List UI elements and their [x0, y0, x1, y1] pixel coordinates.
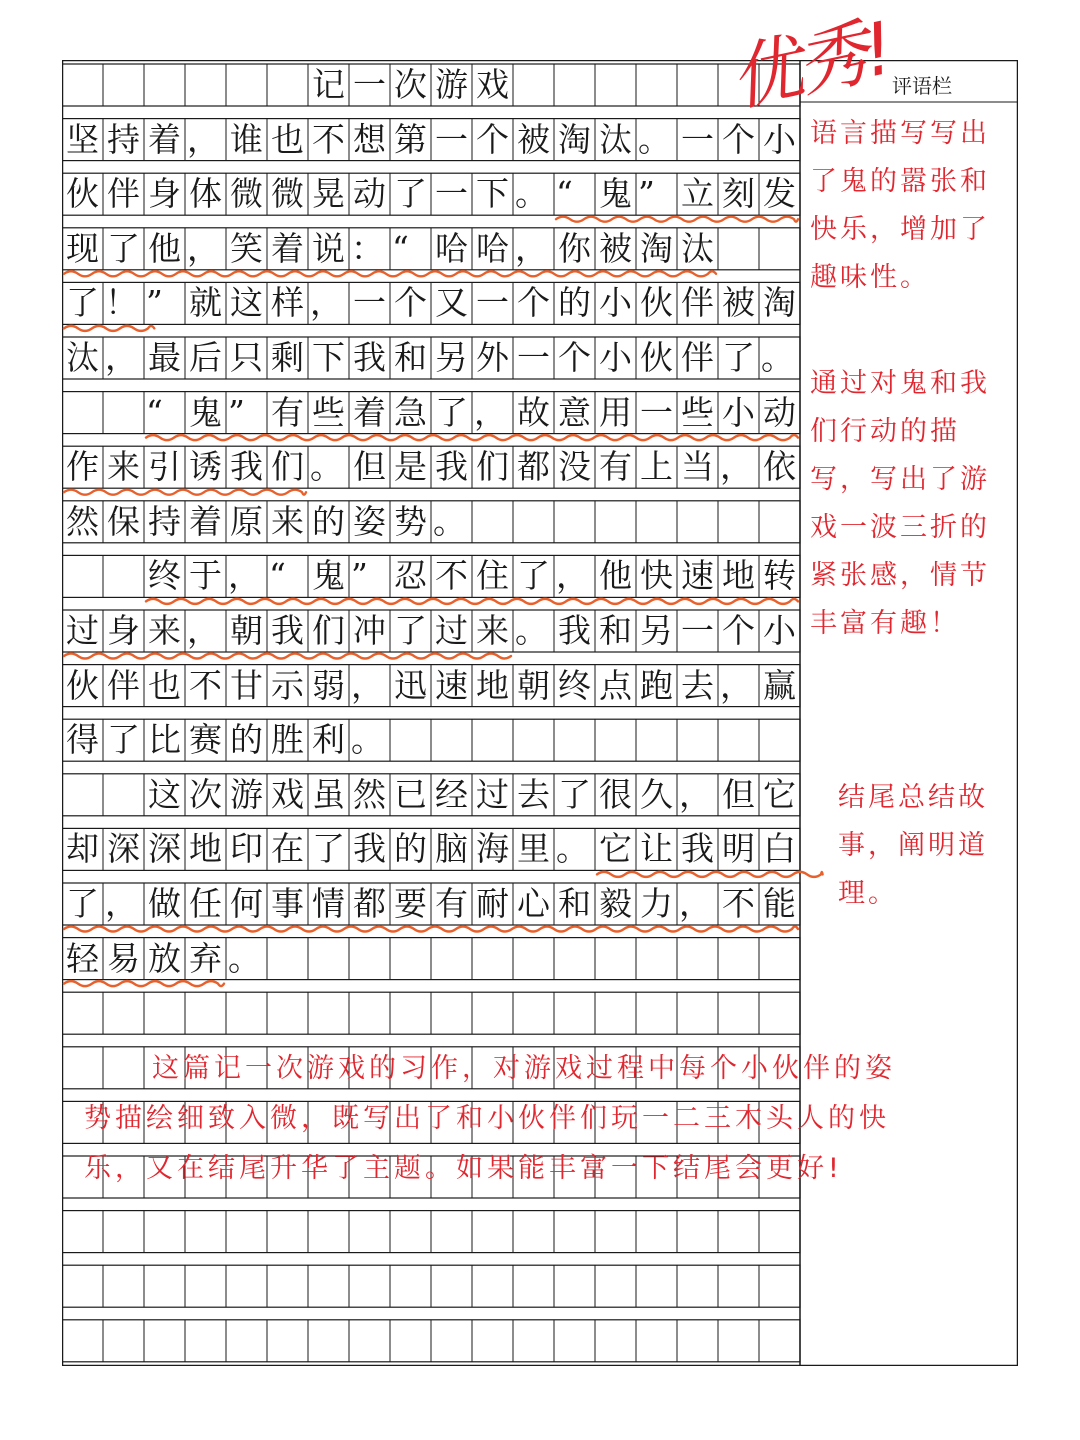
essay-char: 小 [763, 611, 796, 650]
essay-char: 记 [312, 65, 345, 104]
essay-char: 来 [271, 501, 304, 541]
essay-char: 不 [722, 884, 755, 923]
essay-char: 鬼 [189, 392, 222, 432]
essay-char: 然 [353, 774, 386, 814]
essay-char: 作 [66, 447, 99, 487]
essay-char: 做 [148, 884, 181, 923]
essay-char: 也 [271, 119, 304, 159]
essay-char: 个 [394, 283, 427, 323]
essay-char: 也 [148, 665, 181, 705]
essay-char: 鬼 [599, 174, 632, 214]
essay-char: 诱 [189, 447, 222, 487]
essay-char: ， [720, 447, 753, 487]
essay-char: 明 [722, 829, 755, 869]
essay-char: 剩 [271, 338, 304, 377]
essay-char: 个 [722, 611, 755, 650]
essay-char: ， [187, 611, 220, 650]
essay-char: 被 [517, 119, 550, 159]
essay-char: ， [679, 774, 712, 814]
essay-char: 不 [189, 665, 222, 705]
essay-char: 一 [517, 338, 550, 377]
essay-char: 来 [476, 611, 509, 650]
essay-char: 伙 [640, 283, 673, 323]
essay-char: 样 [271, 283, 304, 323]
essay-char: 哈 [476, 228, 509, 268]
essay-char: 用 [599, 392, 632, 432]
essay-char: 是 [394, 447, 427, 487]
essay-char: 他 [148, 228, 181, 268]
essay-char: 里 [517, 829, 550, 869]
essay-char: ， [228, 556, 261, 596]
essay-char: ， [515, 228, 548, 268]
essay-char: 持 [148, 501, 181, 541]
essay-char: 发 [763, 174, 796, 214]
essay-char: 外 [476, 338, 509, 377]
essay-char: 这 [148, 774, 181, 814]
essay-char: 们 [271, 447, 304, 487]
essay-char: 谁 [230, 119, 263, 159]
essay-char: 何 [230, 884, 263, 923]
essay-char: 汰 [681, 228, 714, 268]
essay-char: 第 [394, 119, 427, 159]
essay-char: 了 [394, 611, 427, 650]
essay-char: 终 [148, 556, 181, 596]
essay-char: 轻 [66, 938, 99, 978]
essay-char: 了 [722, 338, 755, 377]
essay-char: 地 [189, 829, 222, 869]
essay-char: 的 [394, 829, 427, 869]
essay-char: 比 [148, 720, 181, 760]
essay-char: 伴 [107, 174, 140, 214]
essay-char: 急 [394, 392, 427, 432]
essay-char: 但 [353, 447, 386, 487]
essay-char: 次 [189, 774, 222, 814]
essay-char: 我 [681, 829, 714, 869]
essay-char: 弱 [312, 665, 345, 705]
essay-char: 朝 [517, 665, 550, 705]
essay-char: 任 [189, 884, 222, 923]
essay-char: 着 [271, 228, 304, 268]
essay-char: ， [474, 392, 507, 432]
essay-char: 戏 [271, 774, 304, 814]
essay-char: 速 [435, 665, 468, 705]
essay-char: 快 [640, 556, 673, 596]
essay-char: 过 [66, 611, 99, 650]
essay-char: 。 [310, 447, 343, 487]
essay-char: 去 [517, 774, 550, 814]
essay-char: 了 [435, 392, 468, 432]
essay-char: ， [105, 338, 138, 377]
essay-char: 它 [599, 829, 632, 869]
essay-char: 。 [433, 501, 466, 541]
essay-char: 体 [189, 174, 222, 214]
essay-char: 了 [66, 283, 99, 323]
essay-char: 坚 [66, 119, 99, 159]
essay-char: 了 [558, 774, 591, 814]
grid-row [62, 1211, 800, 1253]
side-comment-2: 通过对鬼和我们行动的描写，写出了游戏一波三折的紧张感，情节丰富有趣！ [810, 368, 990, 639]
essay-char: 能 [763, 884, 796, 923]
essay-char: 力 [640, 884, 673, 923]
essay-char: 们 [476, 447, 509, 487]
essay-char: ， [187, 119, 220, 159]
grade-mark: 优秀! [722, 6, 898, 122]
essay-char: 。 [556, 829, 589, 869]
essay-char: 就 [189, 283, 222, 323]
essay-char: 着 [189, 501, 222, 541]
essay-char: 伙 [66, 665, 99, 705]
essay-char: 我 [271, 611, 304, 650]
essay-char: 原 [230, 501, 263, 541]
grid-row [62, 992, 800, 1034]
essay-char: 一 [681, 611, 714, 650]
essay-char: 身 [107, 611, 140, 650]
essay-char: “ [392, 228, 409, 268]
essay-char: 持 [107, 119, 140, 159]
essay-char: 了 [66, 884, 99, 923]
essay-char: 虽 [312, 774, 345, 814]
essay-char: 当 [681, 447, 714, 487]
essay-char: 。 [515, 611, 548, 650]
essay-char: 得 [66, 720, 99, 760]
essay-char: 情 [312, 884, 345, 923]
essay-char: 来 [148, 611, 181, 650]
essay-char: ” [638, 174, 655, 214]
essay-char: 放 [148, 938, 181, 978]
essay-char: 我 [558, 611, 591, 650]
essay-char: 已 [394, 774, 427, 814]
essay-char: 经 [435, 774, 468, 814]
essay-char: 却 [66, 829, 99, 869]
essay-char: 我 [230, 447, 263, 487]
essay-char: 个 [517, 283, 550, 323]
essay-char: 久 [640, 774, 673, 814]
essay-char: 但 [722, 774, 755, 814]
essay-char: 下 [312, 338, 345, 377]
essay-char: 。 [761, 338, 794, 377]
essay-char: 后 [189, 338, 222, 377]
side-comment-1: 语言描写写出了鬼的嚣张和快乐，增加了趣味性。 [810, 118, 990, 293]
essay-char: 要 [394, 884, 427, 923]
final-comment-line-1: 这篇记一次游戏的习作，对游戏过程中每个小伙伴的姿 [152, 1053, 896, 1084]
essay-char: 。 [515, 174, 548, 214]
essay-char: 笑 [230, 228, 263, 268]
essay-char: 个 [476, 119, 509, 159]
essay-char: ， [720, 665, 753, 705]
essay-char: 让 [640, 829, 673, 869]
essay-char: 。 [228, 938, 261, 978]
essay-char: 伴 [107, 665, 140, 705]
essay-char: 海 [476, 829, 509, 869]
essay-char: 说 [312, 228, 345, 268]
essay-char: 过 [476, 774, 509, 814]
essay-char: 脑 [435, 829, 468, 869]
essay-char: 心 [517, 884, 550, 923]
essay-char: 一 [353, 65, 386, 104]
essay-char: 朝 [230, 611, 263, 650]
essay-char: 最 [148, 338, 181, 377]
essay-char: 我 [353, 338, 386, 377]
essay-char: 冲 [353, 611, 386, 650]
essay-char: 都 [517, 447, 550, 487]
essay-char: 微 [271, 174, 304, 214]
essay-char: 戏 [476, 65, 509, 104]
essay-char: 了 [517, 556, 550, 596]
essay-char: 深 [107, 829, 140, 869]
essay-char: 有 [599, 447, 632, 487]
essay-char: 只 [230, 338, 263, 377]
essay-char: ， [310, 283, 343, 323]
essay-char: 小 [722, 392, 755, 432]
essay-char: 一 [353, 283, 386, 323]
essay-char: 地 [476, 665, 509, 705]
grid-row [62, 1265, 800, 1307]
essay-char: 又 [435, 283, 468, 323]
essay-char: 些 [312, 392, 345, 432]
essay-char: 赛 [189, 720, 222, 760]
essay-char: 伴 [681, 283, 714, 323]
essay-char: 和 [558, 884, 591, 923]
essay-char: 汰 [599, 119, 632, 159]
essay-char: 我 [435, 447, 468, 487]
essay-char: 和 [394, 338, 427, 377]
essay-char: 势 [394, 501, 427, 541]
essay-char: 淘 [640, 228, 673, 268]
essay-char: 赢 [763, 665, 796, 705]
essay-char: 事 [271, 884, 304, 923]
essay-char: 引 [148, 447, 181, 487]
essay-char: ， [187, 228, 220, 268]
essay-char: 点 [599, 665, 632, 705]
essay-char: 。 [351, 720, 384, 760]
essay-char: ， [351, 665, 384, 705]
essay-char: 的 [558, 283, 591, 323]
essay-char: 有 [435, 884, 468, 923]
side-comment-3: 结尾总结故事，阐明道理。 [838, 782, 988, 909]
essay-char: 保 [107, 501, 140, 541]
essay-char: 易 [107, 938, 140, 978]
essay-char: 了 [107, 720, 140, 760]
essay-char: 一 [681, 119, 714, 159]
essay-char: 个 [722, 119, 755, 159]
essay-char: 着 [148, 119, 181, 159]
essay-char: 耐 [476, 884, 509, 923]
essay-char: 被 [599, 228, 632, 268]
essay-char: ， [105, 884, 138, 923]
essay-char: 刻 [722, 174, 755, 214]
essay-char: 终 [558, 665, 591, 705]
essay-char: 甘 [230, 665, 263, 705]
essay-char: 然 [66, 501, 99, 541]
essay-char: 小 [599, 283, 632, 323]
essay-char: 另 [435, 338, 468, 377]
essay-char: 个 [558, 338, 591, 377]
essay-char: 依 [763, 447, 796, 487]
essay-char: ， [556, 556, 589, 596]
essay-char: 它 [763, 774, 796, 814]
essay-char: 的 [312, 501, 345, 541]
essay-char: 伴 [681, 338, 714, 377]
essay-char: 游 [230, 774, 263, 814]
essay-char: “ [556, 174, 573, 214]
essay-char: 哈 [435, 228, 468, 268]
essay-char: 另 [640, 611, 673, 650]
essay-char: 利 [312, 720, 345, 760]
essay-char: 意 [558, 392, 591, 432]
essay-char: 过 [435, 611, 468, 650]
essay-char: 这 [230, 283, 263, 323]
essay-char: 一 [640, 392, 673, 432]
essay-char: 一 [435, 119, 468, 159]
essay-char: 住 [476, 556, 509, 596]
essay-char: 动 [763, 392, 796, 432]
essay-char: 都 [353, 884, 386, 923]
essay-char: 于 [189, 556, 222, 596]
essay-char: 些 [681, 392, 714, 432]
essay-char: 淘 [558, 119, 591, 159]
essay-char: 下 [476, 174, 509, 214]
essay-char: “ [146, 392, 163, 432]
final-comment-line-3: 乐，又在结尾升华了主题。如果能丰富一下结尾会更好! [84, 1153, 843, 1184]
essay-char: 想 [353, 119, 386, 159]
essay-char: 小 [599, 338, 632, 377]
essay-char: 不 [435, 556, 468, 596]
essay-char: 次 [394, 65, 427, 104]
essay-char: 游 [435, 65, 468, 104]
essay-char: 了 [394, 174, 427, 214]
essay-char: 。 [638, 119, 671, 159]
essay-char: 示 [271, 665, 304, 705]
essay-char: 速 [681, 556, 714, 596]
essay-char: 很 [599, 774, 632, 814]
essay-char: ” [351, 556, 368, 596]
essay-char: 地 [722, 556, 755, 596]
essay-char: 你 [558, 228, 591, 268]
essay-char: 胜 [271, 720, 304, 760]
essay-char: 在 [271, 829, 304, 869]
essay-char: 被 [722, 283, 755, 323]
essay-char: 晃 [312, 174, 345, 214]
essay-char: 伙 [640, 338, 673, 377]
essay-char: 们 [312, 611, 345, 650]
essay-char: 和 [599, 611, 632, 650]
essay-char: 白 [763, 829, 796, 869]
essay-char: 汰 [66, 338, 99, 377]
essay-char: 来 [107, 447, 140, 487]
essay-char: 上 [640, 447, 673, 487]
essay-char: 有 [271, 392, 304, 432]
essay-char: 一 [435, 174, 468, 214]
essay-char: 不 [312, 119, 345, 159]
essay-char: 转 [763, 556, 796, 596]
essay-char: 了 [107, 228, 140, 268]
essay-char: ， [679, 884, 712, 923]
essay-char: 毅 [599, 884, 632, 923]
essay-char: 的 [230, 720, 263, 760]
essay-char: 一 [476, 283, 509, 323]
essay-char: 淘 [763, 283, 796, 323]
essay-char: 姿 [353, 501, 386, 541]
essay-char: 他 [599, 556, 632, 596]
essay-char: 微 [230, 174, 263, 214]
essay-char: 立 [681, 174, 714, 214]
essay-char: 现 [66, 228, 99, 268]
essay-char: 印 [230, 829, 263, 869]
grid-row [62, 1320, 800, 1362]
essay-char: 没 [558, 447, 591, 487]
essay-char: ” [228, 392, 245, 432]
essay-char: ！ [105, 283, 138, 323]
essay-char: 鬼 [312, 556, 345, 596]
essay-char: 身 [148, 174, 181, 214]
essay-char: 故 [517, 392, 550, 432]
essay-char: 深 [148, 829, 181, 869]
essay-char: 伙 [66, 174, 99, 214]
essay-char: 跑 [640, 665, 673, 705]
essay-char: 迅 [394, 665, 427, 705]
essay-char: ” [146, 283, 163, 323]
comment-column-header: 评语栏 [892, 74, 952, 98]
essay-char: 着 [353, 392, 386, 432]
essay-char: “ [269, 556, 286, 596]
final-comment-line-2: 势描绘细致入微，既写出了和小伙伴们玩一二三木头人的快 [84, 1103, 890, 1134]
essay-char: 了 [312, 829, 345, 869]
essay-char: 忍 [394, 556, 427, 596]
essay-char: 动 [353, 174, 386, 214]
composition-sheet [62, 6, 1018, 1366]
essay-char: 弃 [189, 938, 222, 978]
essay-char: 我 [353, 829, 386, 869]
essay-char: ： [351, 228, 384, 268]
essay-char: 小 [763, 119, 796, 159]
essay-char: 去 [681, 665, 714, 705]
